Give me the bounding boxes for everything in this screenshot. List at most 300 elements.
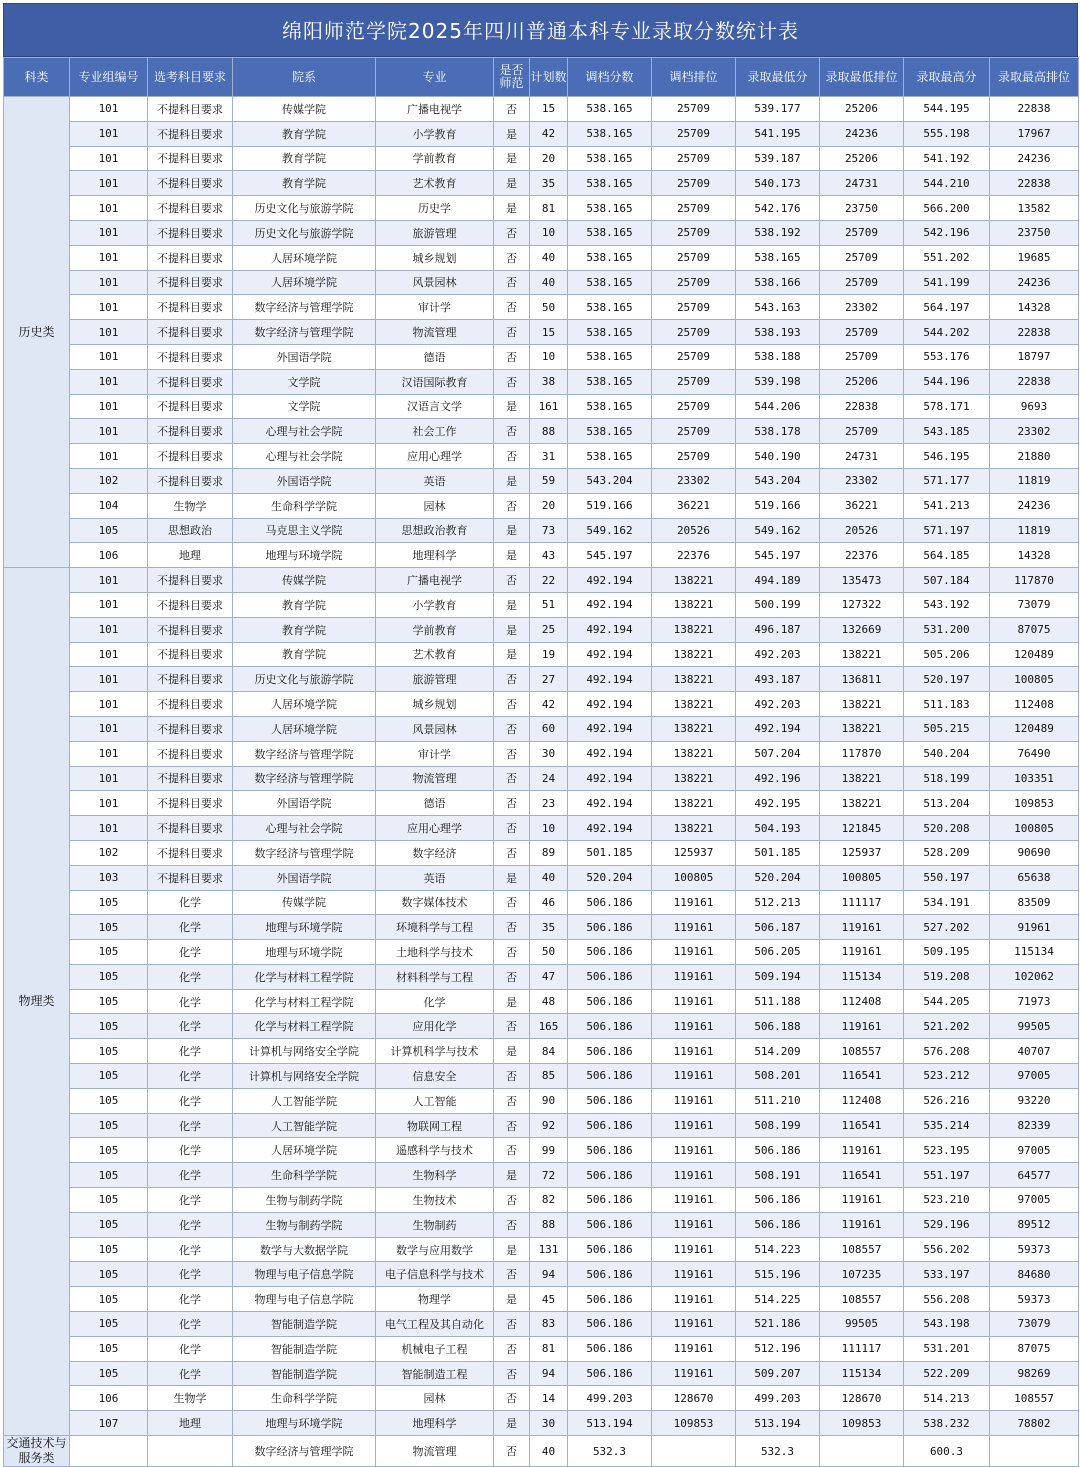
table-cell: 101 [70,171,148,196]
table-cell: 物流管理 [376,320,494,345]
table-cell: 地理科学 [376,543,494,568]
table-cell: 533.197 [904,1262,990,1287]
table-cell: 59373 [990,1237,1079,1262]
table-cell: 538.165 [736,245,820,270]
table-cell: 不提科目要求 [148,444,233,469]
table-row [4,1163,1079,1188]
table-cell: 思想政治 [148,518,233,543]
table-cell: 73079 [990,1312,1079,1337]
table-cell: 101 [70,270,148,295]
table-cell: 578.171 [904,394,990,419]
table-cell: 542.176 [736,196,820,221]
table-cell: 园林 [376,493,494,518]
table-cell: 125937 [652,840,736,865]
table-cell: 105 [70,518,148,543]
table-cell: 119161 [652,1014,736,1039]
table-cell: 105 [70,940,148,965]
table-row [4,964,1079,989]
table-cell: 506.186 [736,1138,820,1163]
table-cell: 不提科目要求 [148,394,233,419]
table-cell: 538.165 [568,97,652,122]
table-cell: 不提科目要求 [148,121,233,146]
table-cell: 园林 [376,1386,494,1411]
table-cell: 审计学 [376,741,494,766]
table-cell: 是 [494,1237,530,1262]
table-cell: 81 [530,196,568,221]
table-cell: 化学 [148,1163,233,1188]
table-cell: 城乡规划 [376,245,494,270]
table-cell: 否 [494,245,530,270]
table-cell: 506.186 [568,1088,652,1113]
table-cell: 119161 [820,915,904,940]
table-cell: 化学与材料工程学院 [233,964,376,989]
table-row [4,1064,1079,1089]
table-cell: 100805 [990,667,1079,692]
table-cell: 学前教育 [376,146,494,171]
table-cell: 506.188 [736,1014,820,1039]
table-cell: 116541 [820,1163,904,1188]
table-cell: 化学 [148,890,233,915]
table-cell: 511.183 [904,692,990,717]
table-cell: 23750 [990,220,1079,245]
table-cell: 20 [530,146,568,171]
table-cell: 109853 [652,1411,736,1436]
table-cell: 43 [530,543,568,568]
table-cell: 539.198 [736,369,820,394]
table-cell: 24236 [990,493,1079,518]
table-row [4,568,1079,593]
table-cell: 102062 [990,964,1079,989]
table-cell: 地理与环境学院 [233,915,376,940]
table-cell: 40 [530,270,568,295]
table-cell: 42 [530,121,568,146]
table-cell: 538.165 [568,394,652,419]
table-cell: 是 [494,543,530,568]
table-cell: 538.165 [568,196,652,221]
table-cell: 541.192 [904,146,990,171]
table-cell: 不提科目要求 [148,692,233,717]
table-cell: 115134 [820,964,904,989]
table-cell: 地理 [148,543,233,568]
table-cell: 人居环境学院 [233,716,376,741]
table-row [4,543,1079,568]
table-cell: 艺术教育 [376,642,494,667]
table-cell: 119161 [652,1088,736,1113]
table-row [4,220,1079,245]
table-cell: 539.177 [736,97,820,122]
table-cell: 538.165 [568,369,652,394]
table-cell: 24731 [820,171,904,196]
table-cell: 513.204 [904,791,990,816]
col-header-max-score: 录取最高分 [904,58,990,97]
table-cell: 526.216 [904,1088,990,1113]
table-cell: 是 [494,1163,530,1188]
table-cell: 523.210 [904,1188,990,1213]
table-cell: 否 [494,97,530,122]
table-cell: 493.187 [736,667,820,692]
table-cell: 506.186 [736,1188,820,1213]
table-cell: 538.192 [736,220,820,245]
table-cell: 105 [70,1039,148,1064]
table-row [4,1386,1079,1411]
table-cell: 105 [70,964,148,989]
table-cell: 105 [70,1014,148,1039]
table-cell: 119161 [652,1113,736,1138]
col-header-college: 院系 [233,58,376,97]
table-cell: 学前教育 [376,617,494,642]
table-row [4,419,1079,444]
table-cell: 物理与电子信息学院 [233,1287,376,1312]
table-cell: 15 [530,320,568,345]
table-cell: 22 [530,568,568,593]
table-cell: 遥感科学与技术 [376,1138,494,1163]
table-cell: 否 [494,568,530,593]
table-cell: 否 [494,964,530,989]
table-cell: 544.195 [904,97,990,122]
table-cell: 25709 [820,245,904,270]
table-cell: 否 [494,1262,530,1287]
table-cell: 102 [70,468,148,493]
table-cell: 101 [70,692,148,717]
table-cell: 98269 [990,1361,1079,1386]
table-cell: 不提科目要求 [148,468,233,493]
table-cell: 智能制造学院 [233,1361,376,1386]
category-cell: 历史类 [4,97,70,568]
table-cell: 105 [70,1188,148,1213]
table-cell: 103351 [990,766,1079,791]
table-cell: 46 [530,890,568,915]
table-cell: 112408 [990,692,1079,717]
table-cell: 105 [70,1113,148,1138]
table-cell: 519.166 [568,493,652,518]
table-cell: 化学 [148,940,233,965]
table-cell: 138221 [820,791,904,816]
table-cell: 人工智能学院 [233,1088,376,1113]
table-row [4,940,1079,965]
table-cell: 25709 [652,97,736,122]
table-cell: 24 [530,766,568,791]
table-cell: 材料科学与工程 [376,964,494,989]
table-cell: 540.190 [736,444,820,469]
table-cell: 数字经济与管理学院 [233,295,376,320]
table-cell: 化学 [148,1361,233,1386]
table-cell: 544.205 [904,989,990,1014]
table-cell: 21880 [990,444,1079,469]
table-row [4,1088,1079,1113]
table-cell: 556.202 [904,1237,990,1262]
table-cell: 543.198 [904,1312,990,1337]
table-cell: 520.208 [904,816,990,841]
table-cell: 138221 [652,642,736,667]
table-cell: 73079 [990,592,1079,617]
table-cell: 138221 [820,716,904,741]
table-row [4,865,1079,890]
table-cell: 509.207 [736,1361,820,1386]
table-cell: 否 [494,1014,530,1039]
table-cell: 492.194 [568,642,652,667]
table-row [4,171,1079,196]
table-cell: 外国语学院 [233,791,376,816]
table-cell: 25206 [820,369,904,394]
table-cell: 108557 [820,1287,904,1312]
table-cell: 化学与材料工程学院 [233,989,376,1014]
table-cell: 94 [530,1361,568,1386]
table-row [4,369,1079,394]
table-cell: 心理与社会学院 [233,816,376,841]
table-cell: 135473 [820,568,904,593]
table-cell: 128670 [652,1386,736,1411]
table-cell: 492.194 [568,741,652,766]
table-cell: 551.202 [904,245,990,270]
table-cell: 是 [494,518,530,543]
table-cell: 102 [70,840,148,865]
table-cell: 思想政治教育 [376,518,494,543]
table-cell: 否 [494,667,530,692]
table-cell: 119161 [652,1188,736,1213]
table-cell: 544.196 [904,369,990,394]
table-cell: 物理与电子信息学院 [233,1262,376,1287]
table-cell: 90 [530,1088,568,1113]
table-cell: 化学 [148,964,233,989]
table-row [4,741,1079,766]
table-cell: 509.194 [736,964,820,989]
table-cell: 109853 [990,791,1079,816]
table-cell: 物流管理 [376,1436,494,1467]
table-cell: 24236 [990,270,1079,295]
table-cell: 是 [494,468,530,493]
table-cell: 506.186 [736,1212,820,1237]
table-cell: 576.208 [904,1039,990,1064]
table-cell: 494.189 [736,568,820,593]
table-cell: 信息安全 [376,1064,494,1089]
table-cell: 108557 [820,1039,904,1064]
table-cell: 545.197 [568,543,652,568]
table-cell: 30 [530,741,568,766]
table-cell: 540.173 [736,171,820,196]
table-cell: 119161 [820,1138,904,1163]
table-cell: 否 [494,369,530,394]
table-cell: 538.165 [568,419,652,444]
table-cell: 文学院 [233,369,376,394]
table-cell: 538.178 [736,419,820,444]
table-cell: 否 [494,1088,530,1113]
table-row [4,245,1079,270]
table-cell: 513.194 [736,1411,820,1436]
table-cell: 515.196 [736,1262,820,1287]
table-cell: 生物学 [148,1386,233,1411]
table-cell: 538.165 [568,344,652,369]
table-cell: 540.204 [904,741,990,766]
table-cell: 492.194 [736,716,820,741]
table-cell: 101 [70,295,148,320]
table-cell: 105 [70,1237,148,1262]
table-cell: 119161 [652,1138,736,1163]
table-cell: 544.202 [904,320,990,345]
table-cell: 97005 [990,1188,1079,1213]
table-cell: 14328 [990,295,1079,320]
table-cell: 492.194 [568,692,652,717]
table-cell: 101 [70,444,148,469]
table-cell: 138221 [652,592,736,617]
table-cell: 555.198 [904,121,990,146]
table-cell: 72 [530,1163,568,1188]
table-cell: 105 [70,1336,148,1361]
table-cell: 101 [70,394,148,419]
table-cell: 化学 [148,1113,233,1138]
table-cell: 103 [70,865,148,890]
table-cell: 101 [70,667,148,692]
table-cell: 否 [494,270,530,295]
table-cell: 物流管理 [376,766,494,791]
table-cell: 492.194 [568,617,652,642]
table-cell: 508.191 [736,1163,820,1188]
table-cell: 127322 [820,592,904,617]
table-cell: 100805 [652,865,736,890]
table-cell: 外国语学院 [233,468,376,493]
table-cell: 523.212 [904,1064,990,1089]
table-row [4,791,1079,816]
table-cell: 审计学 [376,295,494,320]
table-cell: 59 [530,468,568,493]
table-cell: 138221 [820,642,904,667]
table-cell: 24236 [990,146,1079,171]
table-cell: 否 [494,444,530,469]
table-body [4,97,1079,1467]
table-cell: 119161 [652,989,736,1014]
col-header-group-no: 专业组编号 [70,58,148,97]
table-cell: 105 [70,989,148,1014]
table-cell: 是 [494,865,530,890]
table-cell: 25709 [652,245,736,270]
table-cell: 14328 [990,543,1079,568]
table-cell: 88 [530,419,568,444]
table-cell: 92 [530,1113,568,1138]
table-cell: 101 [70,642,148,667]
table-cell: 94 [530,1262,568,1287]
table-cell: 数字经济与管理学院 [233,840,376,865]
table-row [4,196,1079,221]
table-cell: 应用心理学 [376,444,494,469]
table-cell: 534.191 [904,890,990,915]
table-cell: 不提科目要求 [148,840,233,865]
table-cell: 106 [70,1386,148,1411]
table-cell: 计算机与网络安全学院 [233,1064,376,1089]
table-cell: 教育学院 [233,146,376,171]
table-cell: 119161 [652,890,736,915]
table-row [4,642,1079,667]
table-cell: 否 [494,1188,530,1213]
table-row [4,146,1079,171]
table-cell: 40 [530,1436,568,1467]
table-cell: 25 [530,617,568,642]
table-cell: 93220 [990,1088,1079,1113]
table-cell: 108557 [990,1386,1079,1411]
table-cell: 492.195 [736,791,820,816]
table-cell: 不提科目要求 [148,741,233,766]
table-cell: 不提科目要求 [148,791,233,816]
table-cell: 492.194 [568,816,652,841]
table-cell: 549.162 [736,518,820,543]
table-cell: 25709 [652,419,736,444]
table-cell: 532.3 [568,1436,652,1467]
table-cell: 120489 [990,642,1079,667]
table-cell: 不提科目要求 [148,344,233,369]
table-cell: 17967 [990,121,1079,146]
table-cell: 507.204 [736,741,820,766]
table-cell: 23302 [652,468,736,493]
table-row [4,1361,1079,1386]
table-cell: 教育学院 [233,617,376,642]
table-cell: 82 [530,1188,568,1213]
table-row [4,840,1079,865]
table-cell: 138221 [820,766,904,791]
table-cell: 120489 [990,716,1079,741]
table-cell: 138221 [652,791,736,816]
table-cell: 538.193 [736,320,820,345]
table-cell: 543.204 [736,468,820,493]
table-cell: 544.206 [736,394,820,419]
table-cell: 101 [70,220,148,245]
table-cell: 125937 [820,840,904,865]
table-cell: 90690 [990,840,1079,865]
table-cell: 生物科学 [376,1163,494,1188]
table-cell: 506.186 [568,1212,652,1237]
table-cell: 是 [494,642,530,667]
table-row [4,270,1079,295]
table-row [4,344,1079,369]
table-cell: 否 [494,940,530,965]
table-cell: 数字经济与管理学院 [233,766,376,791]
table-cell: 65638 [990,865,1079,890]
table-cell: 11819 [990,468,1079,493]
table-cell: 101 [70,716,148,741]
table-cell: 22376 [652,543,736,568]
table-cell: 512.213 [736,890,820,915]
table-cell: 100805 [820,865,904,890]
table-cell: 历史学 [376,196,494,221]
table-cell: 汉语言文学 [376,394,494,419]
table-cell: 否 [494,1138,530,1163]
table-cell: 是 [494,592,530,617]
table-cell: 499.203 [568,1386,652,1411]
table-cell: 风景园林 [376,716,494,741]
table-cell: 25709 [652,320,736,345]
table-cell: 87075 [990,617,1079,642]
table-cell: 520.204 [736,865,820,890]
table-cell: 土地科学与技术 [376,940,494,965]
table-cell: 105 [70,1262,148,1287]
table-cell [70,1436,148,1467]
table-row [4,1014,1079,1039]
table-cell: 101 [70,419,148,444]
table-cell: 不提科目要求 [148,766,233,791]
table-cell: 10 [530,220,568,245]
table-cell: 35 [530,171,568,196]
table-cell: 138221 [652,766,736,791]
table-cell: 22838 [820,394,904,419]
table-cell: 23302 [820,468,904,493]
score-sheet [3,3,1078,1467]
table-cell: 智能制造工程 [376,1361,494,1386]
table-cell: 544.210 [904,171,990,196]
table-cell: 物理学 [376,1287,494,1312]
table-cell: 538.232 [904,1411,990,1436]
table-row [4,1188,1079,1213]
table-cell: 社会工作 [376,419,494,444]
table-cell: 地理科学 [376,1411,494,1436]
table-cell: 107 [70,1411,148,1436]
table-cell: 24731 [820,444,904,469]
